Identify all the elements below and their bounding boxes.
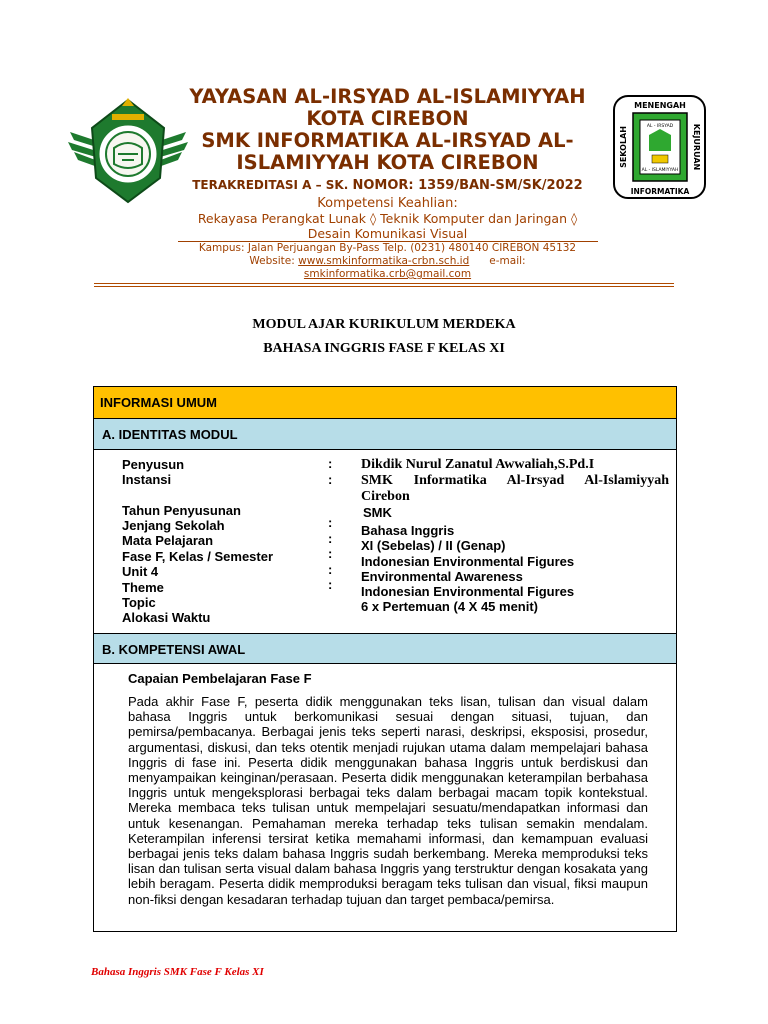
competency-heading: Kompetensi Keahlian: <box>317 196 458 211</box>
info-umum-label: INFORMASI UMUM <box>100 395 217 410</box>
value-mapel: Bahasa Inggris <box>361 523 455 538</box>
email-label: e-mail: <box>489 255 526 267</box>
document-title: MODUL AJAR KURIKULUM MERDEKA <box>252 317 516 332</box>
section-b-label: B. KOMPETENSI AWAL <box>102 642 246 657</box>
school-name: SMK INFORMATIKA AL-IRSYAD AL-ISLAMIYYAH KOTA CIREBON <box>201 129 574 174</box>
svg-text:AL - IRSYAD: AL - IRSYAD <box>646 124 674 129</box>
header-divider-top <box>94 283 674 284</box>
value-unit: Indonesian Environmental Figures <box>361 554 575 569</box>
colon: : <box>328 577 333 592</box>
section-a-row <box>94 419 676 450</box>
info-umum-row <box>94 387 676 419</box>
value-jenjang: SMK <box>363 505 392 520</box>
label-theme: Theme <box>122 580 164 595</box>
label-jenjang: Jenjang Sekolah <box>122 518 225 533</box>
svg-text:KEJURUAN: KEJURUAN <box>692 123 701 171</box>
value-fase: XI (Sebelas) / II (Genap) <box>361 538 506 553</box>
accreditation-number: NOMOR: 1359/BAN-SM/SK/2022 <box>352 178 583 193</box>
value-author: Dikdik Nurul Zanatul Awwaliah,S.Pd.I <box>361 457 595 472</box>
accreditation-line <box>175 178 600 193</box>
svg-text:AL - ISLAMIYYAH: AL - ISLAMIYYAH <box>641 168 679 173</box>
section-b-row <box>94 633 676 664</box>
colon: : <box>328 546 333 561</box>
website-label: Website: <box>249 255 295 267</box>
svg-text:SEKOLAH: SEKOLAH <box>619 126 628 168</box>
competency-list: Rekayasa Perangkat Lunak ◊ Teknik Komputer dan Jaringan ◊ Desain Komunikasi Visual <box>197 211 578 241</box>
colon: : <box>328 515 333 530</box>
al-irsyad-emblem-icon <box>66 98 190 208</box>
module-info-table <box>93 386 677 932</box>
header-divider-bottom <box>94 286 674 287</box>
cp-heading: Capaian Pembelajaran Fase F <box>128 671 312 686</box>
svg-text:MENENGAH: MENENGAH <box>634 101 686 110</box>
label-tahun: Tahun Penyusunan <box>122 503 241 518</box>
email-link[interactable]: smkinformatika.crb@gmail.com <box>303 268 472 280</box>
label-fase: Fase F, Kelas / Semester <box>122 549 274 564</box>
colon: : <box>328 456 333 471</box>
colon: : <box>328 562 333 577</box>
value-theme: Environmental Awareness <box>361 569 523 584</box>
contact-block <box>175 242 600 281</box>
page-footer: Bahasa Inggris SMK Fase F Kelas XI <box>91 966 264 978</box>
section-a-label: A. IDENTITAS MODUL <box>102 427 238 442</box>
label-unit: Unit 4 <box>122 564 159 579</box>
cp-paragraph: Pada akhir Fase F, peserta didik menggunakan teks lisan, tulisan dan visual dalam bahasa Inggris untuk berkomunikasi sesuai dengan situasi, tujuan, dan pemirsa/pembacanya. Berbagai jenis teks seperti narasi, deskripsi, eksposisi, prosedur, argumentasi, diskusi, dan teks otentik menjadi rujukan utama dalam mempelajari bahasa Inggris di fase ini. Peserta didik menggunakan bahasa Inggris untuk berdiskusi dan menyampaikan keinginan/perasaan. Peserta didik menggunakan keterampilan berbahasa Inggris untuk mengeksplorasi berbagai teks dalam berbagai macam topik kontekstual. Mereka membaca teks tulisan untuk mempelajari sesuatu/mendapatkan informasi dan untuk kesenangan. Pemahaman mereka terhadap teks tulisan semakin mendalam. Keterampilan inferensi tersirat ketika memahami informasi, dan kemampuan evaluasi berbagai jenis teks dalam bahasa Inggris sudah berkembang. Mereka memproduksi teks lisan dan tulisan serta visual dalam bahasa Inggris yang terstruktur dengan kosakata yang lebih beragam. Peserta didik memproduksi beragam teks tulisan dan visual, fiksi maupun non-fiksi dengan kesadaran terhadap tujuan dan target pembaca/pemirsa. <box>128 694 648 907</box>
foundation-title <box>175 86 600 174</box>
value-alokasi: 6 x Pertemuan (4 X 45 menit) <box>361 599 539 614</box>
value-institution: SMK Informatika Al-Irsyad Al-Islamiyyah Cirebon <box>361 473 669 504</box>
colon: : <box>328 531 333 546</box>
colon: : <box>328 472 333 487</box>
label-alokasi: Alokasi Waktu <box>122 610 211 625</box>
website-link[interactable]: www.smkinformatika-crbn.sch.id <box>298 255 470 267</box>
campus-address: Kampus: Jalan Perjuangan By-Pass Telp. (0231) 480140 CIREBON 45132 <box>198 242 577 254</box>
foundation-name: YAYASAN AL-IRSYAD AL-ISLAMIYYAH KOTA CIREBON <box>189 85 586 130</box>
value-topic: Indonesian Environmental Figures <box>361 584 575 599</box>
label-penyusun: Penyusun <box>122 457 185 472</box>
label-instansi: Instansi <box>122 472 172 487</box>
label-mapel: Mata Pelajaran <box>122 533 214 548</box>
label-topic: Topic <box>122 595 156 610</box>
accreditation-prefix: TERAKREDITASI A – SK. <box>192 178 349 192</box>
svg-text:INFORMATIKA: INFORMATIKA <box>630 187 690 196</box>
document-subtitle: BAHASA INGGRIS FASE F KELAS XI <box>263 341 505 356</box>
smk-informatika-badge-icon <box>613 95 706 199</box>
